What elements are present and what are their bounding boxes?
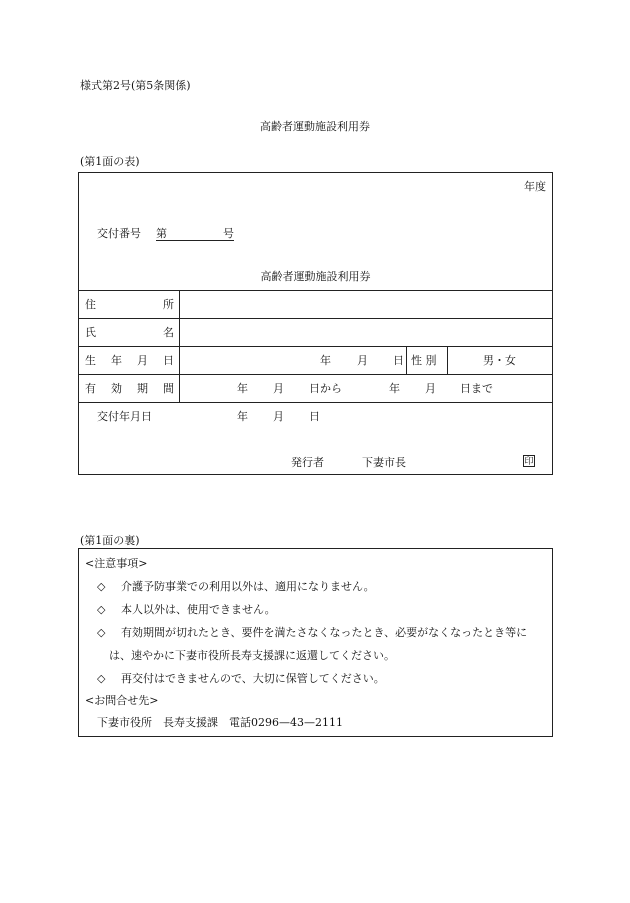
note-item: 有効期間が切れたとき、要件を満たさなくなったとき、必要がなくなったとき等に bbox=[121, 626, 528, 639]
validity-label-4: 間 bbox=[163, 382, 174, 395]
column-divider bbox=[406, 346, 407, 374]
issue-number-field[interactable] bbox=[156, 228, 234, 241]
divider bbox=[79, 318, 552, 319]
divider bbox=[79, 402, 552, 403]
name-label-2: 名 bbox=[163, 326, 174, 339]
address-label-2: 所 bbox=[163, 298, 174, 311]
gender-label: 性 別 bbox=[411, 354, 437, 367]
note-item: 本人以外は、使用できません。 bbox=[121, 603, 276, 616]
name-field[interactable] bbox=[181, 320, 549, 344]
validity-label-2: 効 bbox=[111, 382, 122, 395]
birth-month-unit: 月 bbox=[357, 354, 368, 367]
divider bbox=[79, 374, 552, 375]
note-item-continuation: は、速やかに下妻市役所長寿支援課に返還してください。 bbox=[109, 649, 395, 662]
validity-to-year-unit: 年 bbox=[389, 382, 400, 395]
birthdate-label-1: 生 bbox=[85, 354, 96, 367]
birthdate-label-2: 年 bbox=[111, 354, 122, 367]
front-card bbox=[78, 172, 553, 475]
birthdate-label-3: 月 bbox=[137, 354, 148, 367]
name-label-1: 氏 bbox=[85, 326, 96, 339]
divider bbox=[79, 290, 552, 291]
validity-label-3: 期 bbox=[137, 382, 148, 395]
bullet-icon: ◇ bbox=[97, 672, 106, 685]
bullet-icon: ◇ bbox=[97, 603, 106, 616]
birth-year-unit: 年 bbox=[320, 354, 331, 367]
divider bbox=[79, 346, 552, 347]
note-item: 再交付はできませんので、大切に保管してください。 bbox=[121, 672, 385, 685]
issue-number-suffix: 号 bbox=[223, 227, 234, 240]
back-card bbox=[78, 548, 553, 737]
issuer-name: 下妻市長 bbox=[362, 456, 406, 469]
bullet-icon: ◇ bbox=[97, 626, 106, 639]
contact-heading: <お問合せ先> bbox=[85, 694, 159, 707]
issue-year-unit: 年 bbox=[237, 410, 248, 423]
seal-mark: 印 bbox=[524, 457, 534, 467]
issue-date-label: 交付年月日 bbox=[97, 410, 152, 423]
validity-to-month-unit: 月 bbox=[425, 382, 436, 395]
front-side-label: (第1面の表) bbox=[80, 155, 140, 168]
issuer-label: 発行者 bbox=[291, 456, 324, 469]
issue-month-unit: 月 bbox=[273, 410, 284, 423]
birth-day-unit: 日 bbox=[393, 354, 404, 367]
document-title: 高齢者運動施設利用券 bbox=[260, 120, 370, 133]
bullet-icon: ◇ bbox=[97, 580, 106, 593]
validity-label-1: 有 bbox=[85, 382, 96, 395]
note-item: 介護予防事業での利用以外は、適用になりません。 bbox=[121, 580, 375, 593]
contact-info: 下妻市役所 長寿支援課 電話0296—43—2111 bbox=[97, 716, 343, 729]
fiscal-year-label: 年度 bbox=[524, 180, 546, 193]
birthdate-label-4: 日 bbox=[163, 354, 174, 367]
address-field[interactable] bbox=[181, 292, 549, 316]
back-side-label: (第1面の裏) bbox=[80, 534, 140, 547]
validity-from-month-unit: 月 bbox=[273, 382, 284, 395]
notes-heading: <注意事項> bbox=[85, 557, 148, 570]
issue-number-prefix: 第 bbox=[156, 227, 167, 240]
issue-number-label: 交付番号 bbox=[97, 227, 141, 240]
issue-day-unit: 日 bbox=[309, 410, 320, 423]
validity-from-day-unit: 日から bbox=[309, 382, 342, 395]
gender-options[interactable]: 男・女 bbox=[483, 354, 516, 367]
address-label-1: 住 bbox=[85, 298, 96, 311]
validity-to-day-unit: 日まで bbox=[460, 382, 493, 395]
card-title: 高齢者運動施設利用券 bbox=[260, 270, 371, 283]
validity-from-year-unit: 年 bbox=[237, 382, 248, 395]
form-number: 様式第2号(第5条関係) bbox=[80, 79, 191, 92]
column-divider bbox=[179, 290, 180, 402]
